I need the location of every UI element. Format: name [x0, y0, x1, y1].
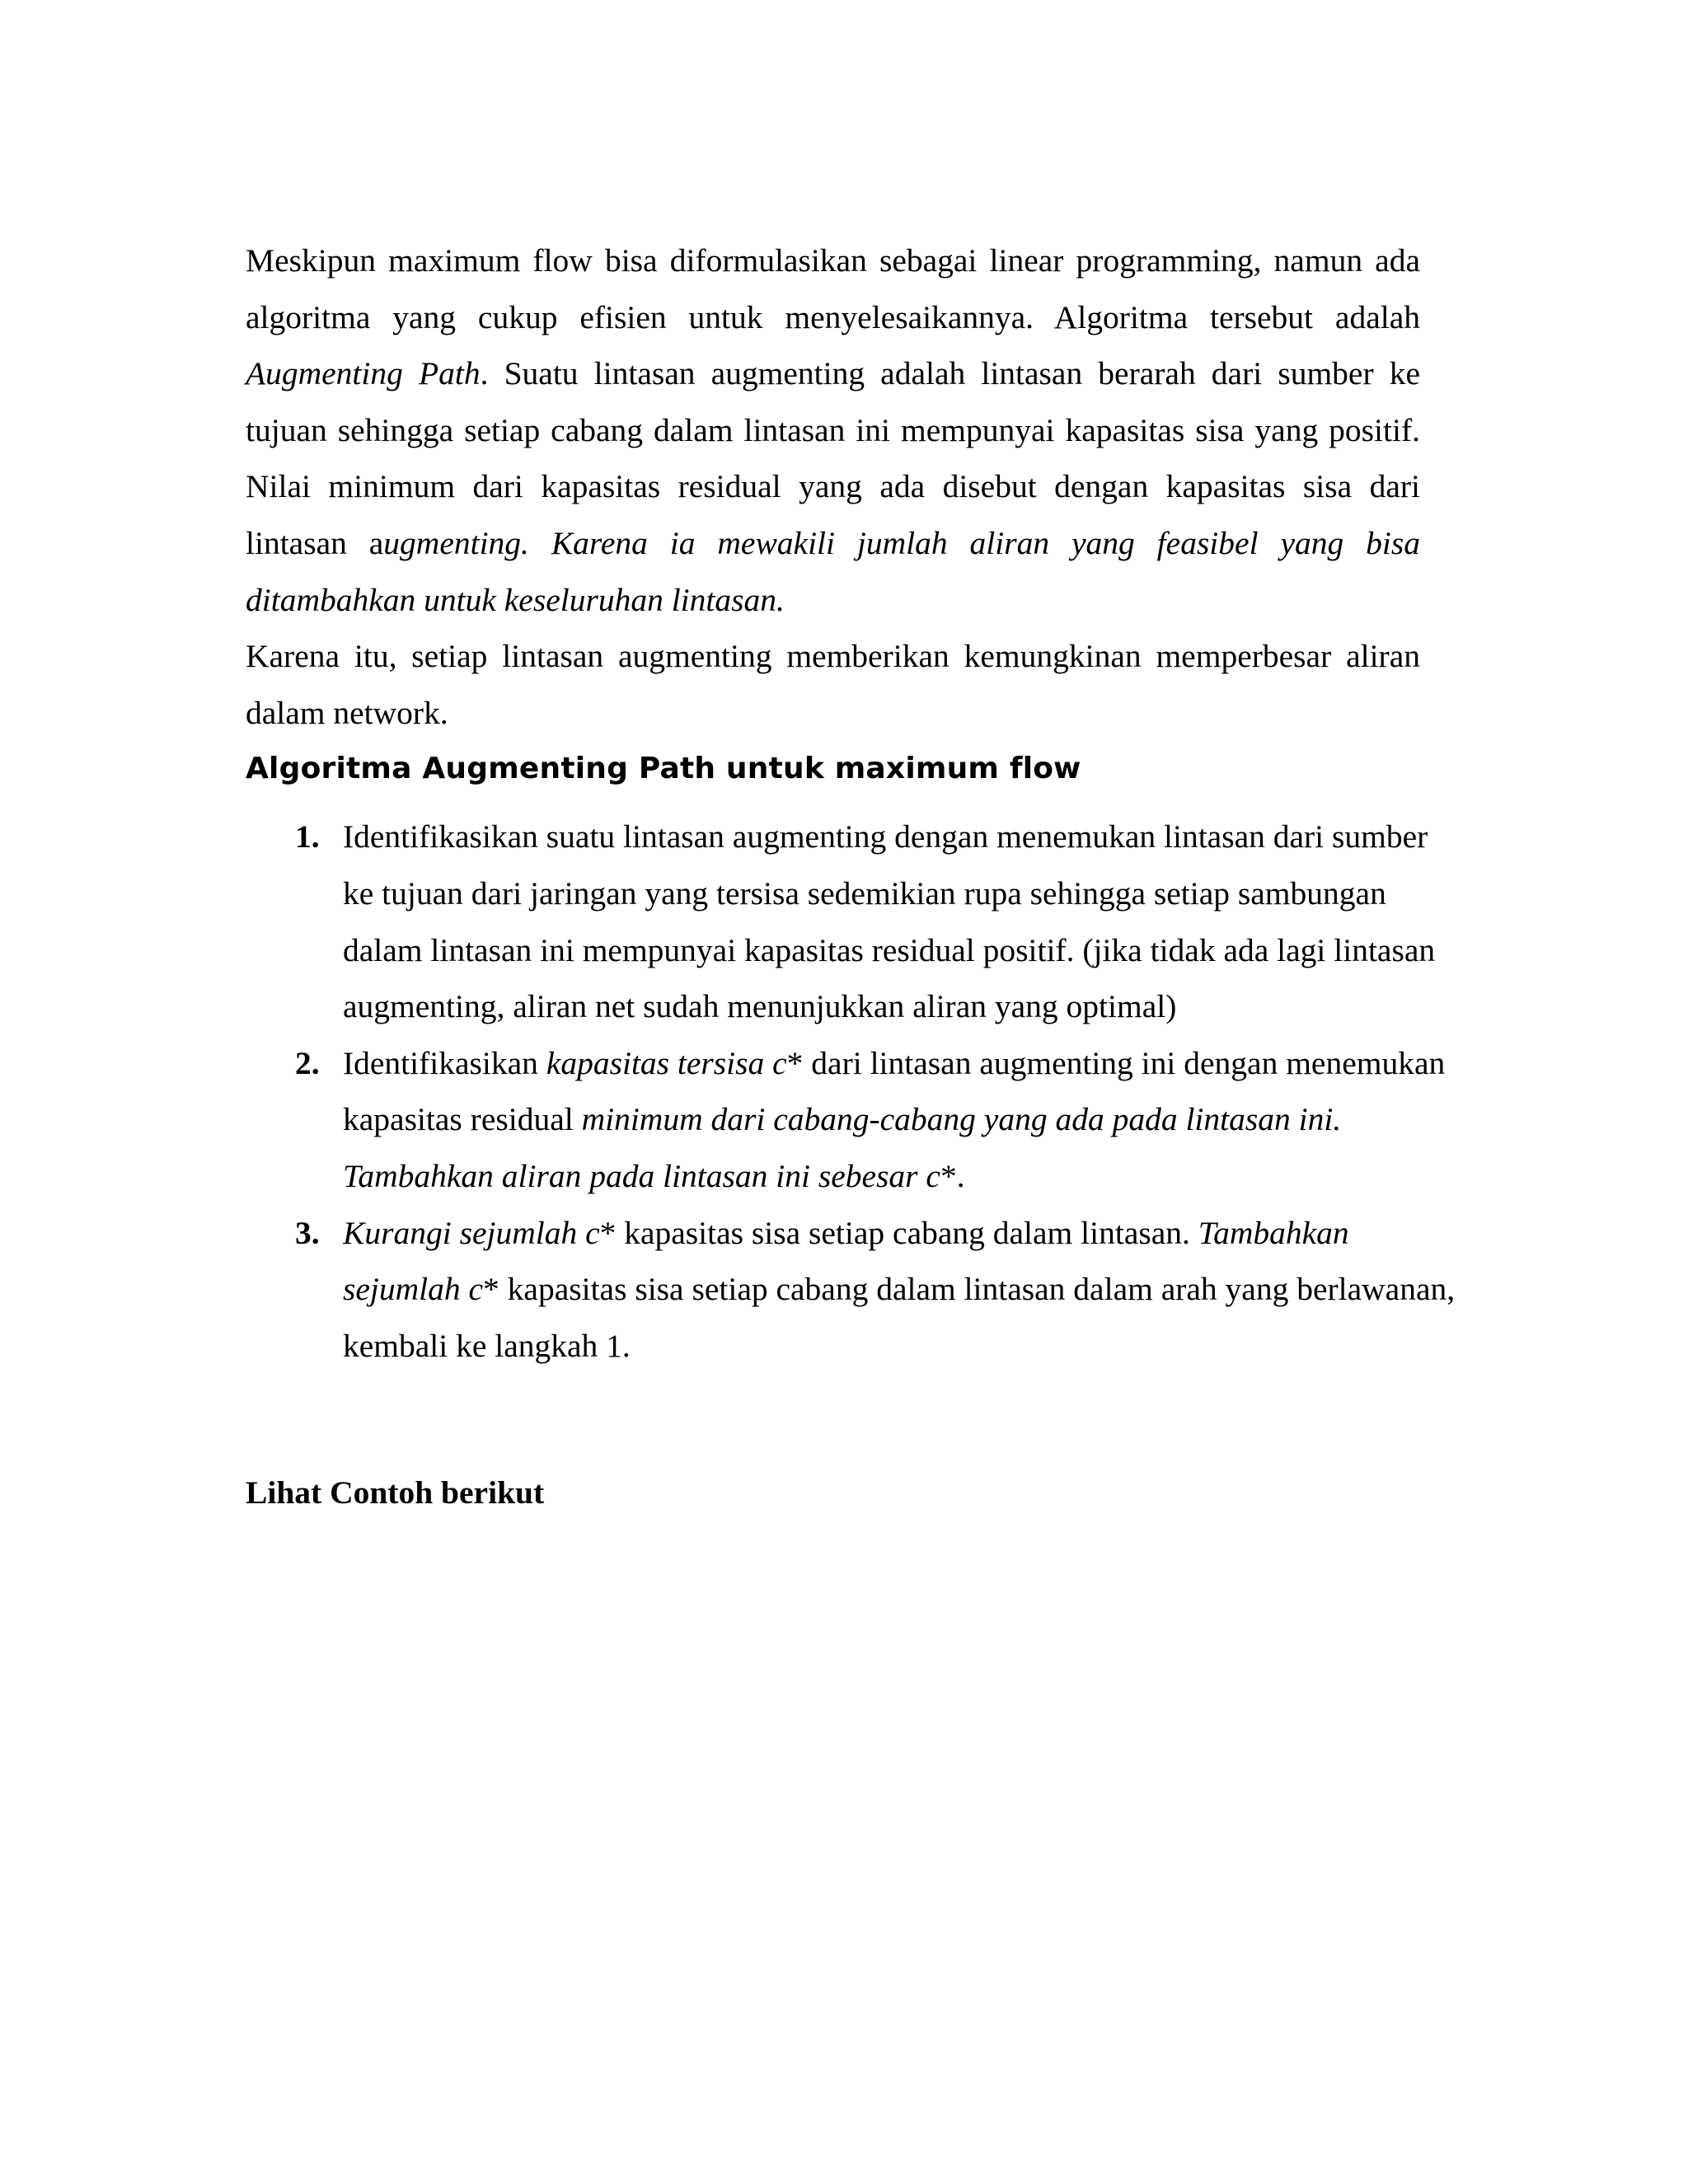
algorithm-steps [246, 808, 1456, 1374]
intro-paragraph [246, 232, 1420, 628]
intro-text-1: Meskipun maximum flow bisa diformulasikan sebagai linear programming, namun ada algoritma yang cukup efisien untuk menyelesaikannya. Algoritma tersebut adalah [246, 242, 1420, 335]
intro-text-2: . Suatu lintasan augmenting adalah lintasan berarah dari sumber ke tujuan sehingga setiap cabang dalam lintasan ini mempunyai kapasitas sisa yang positif. Nilai minimum dari kapasitas residual yang ada disebut dengan kapasitas sisa dari lintasan a [246, 355, 1420, 561]
step-text-italic: Kurangi sejumlah c [343, 1214, 600, 1251]
step-text: * kapasitas sisa setiap cabang dalam lintasan. [599, 1214, 1198, 1251]
step-text: * kapasitas sisa setiap cabang dalam lintasan dalam arah yang berlawanan, kembali ke langkah 1. [343, 1271, 1456, 1364]
step-number: 1. [295, 818, 320, 855]
second-paragraph: Karena itu, setiap lintasan augmenting memberikan kemungkinan memperbesar aliran dalam network. [246, 638, 1420, 731]
step-number: 2. [295, 1044, 320, 1081]
step-text: Identifikasikan suatu lintasan augmenting dengan menemukan lintasan dari sumber ke tujuan dari jaringan yang tersisa sedemikian rupa sehingga setiap sambungan dalam lintasan ini mempunyai kapasitas residual positif. (jika tidak ada lagi lintasan augmenting, aliran net sudah menunjukkan aliran yang optimal) [343, 818, 1436, 1025]
step-3 [246, 1205, 1464, 1375]
step-2 [246, 1035, 1464, 1205]
algorithm-heading: Algoritma Augmenting Path untuk maximum flow [246, 752, 1081, 786]
step-text-italic: minimum dari cabang-cabang yang ada pada lintasan ini. Tambahkan aliran pada lintasan ini sebesar c [343, 1101, 1342, 1194]
intro-term-augmenting-path: Augmenting Path [246, 355, 481, 392]
step-text-italic: kapasitas tersisa c [546, 1044, 787, 1081]
step-text: *. [940, 1157, 965, 1194]
step-text: Identifikasikan [343, 1044, 546, 1081]
document-page [246, 232, 1456, 1521]
intro-text-3: ugmenting. Karena ia mewakili jumlah aliran yang feasibel yang bisa ditambahkan untuk keseluruhan lintasan. [246, 524, 1420, 618]
step-text-italic: Tambahkan sejumlah c [343, 1214, 1349, 1308]
step-1 [246, 808, 1464, 1034]
example-heading: Lihat Contoh berikut [246, 1474, 545, 1511]
step-text: * dari lintasan augmenting ini dengan menemukan kapasitas residual [343, 1044, 1446, 1138]
step-number: 3. [295, 1214, 320, 1251]
